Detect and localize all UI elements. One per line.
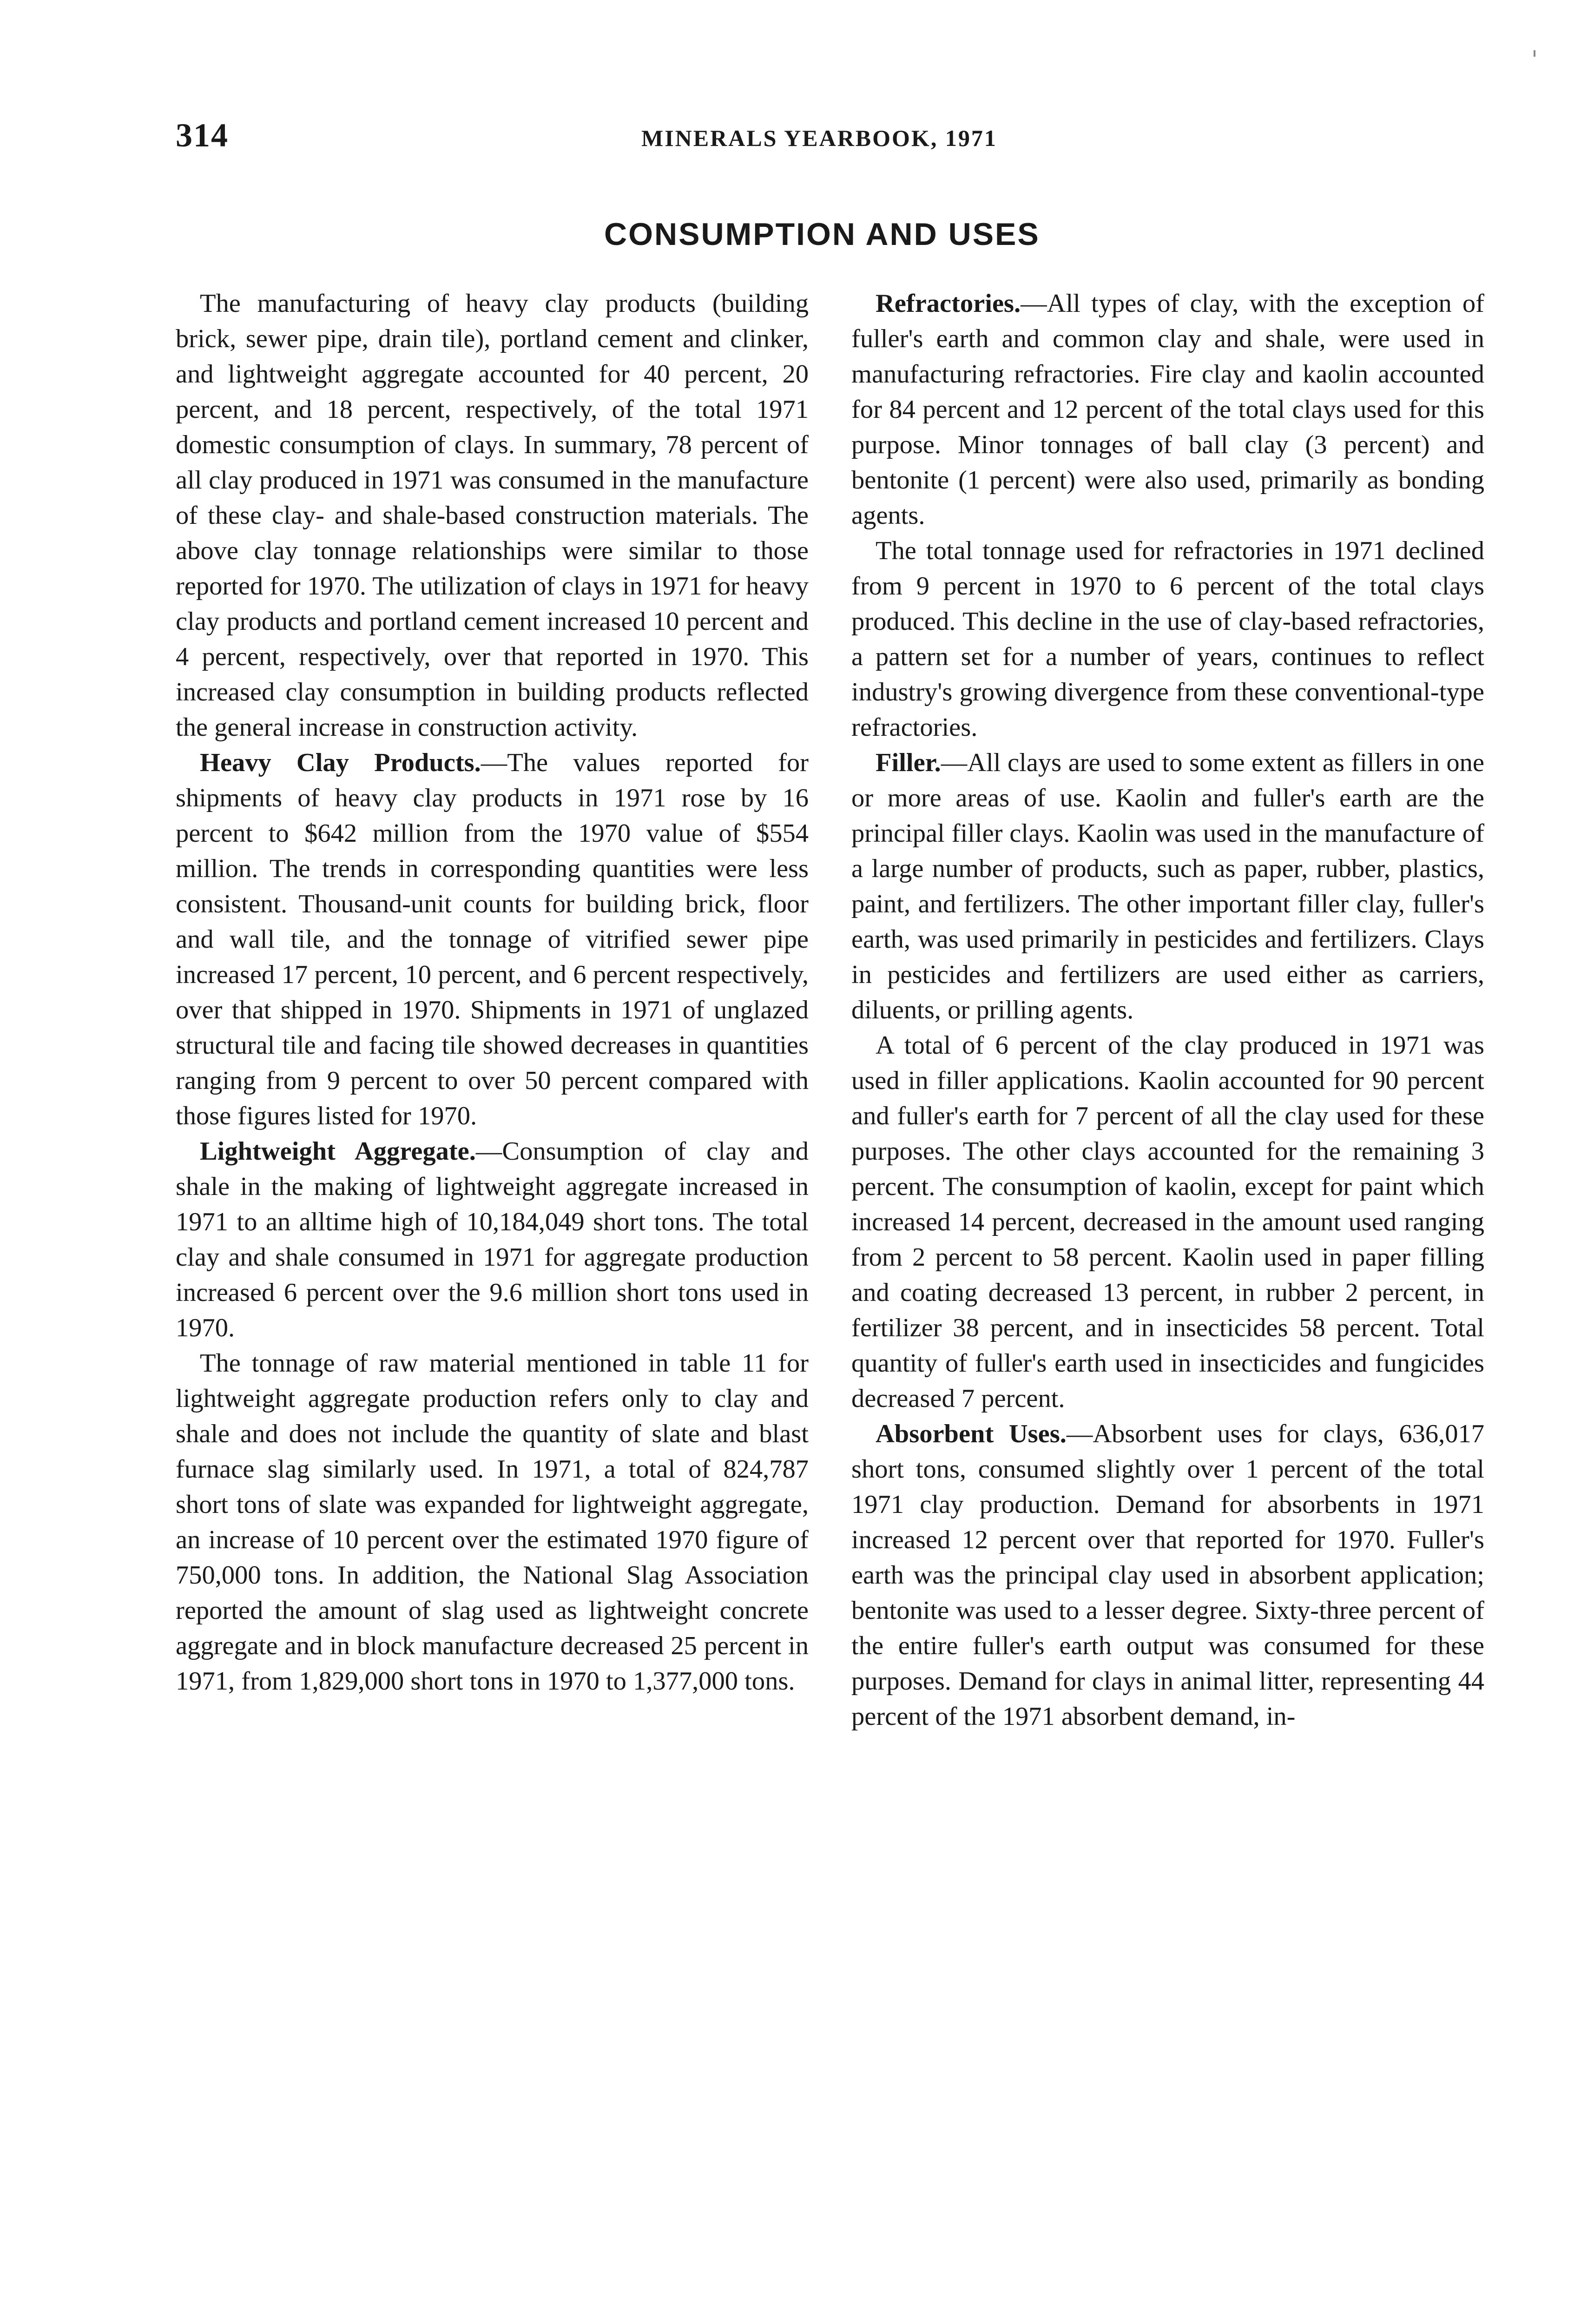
paragraph-consumption-overview: The manufacturing of heavy clay products (building brick, sewer pipe, drain tile), portland cement and clinker, and lightweight aggregate accounted for 40 percent, 20 percent, and 18 percent, respectively, of the total 1971 domestic consumption of clays. In summary, 78 percent of all clay produced in 1971 was consumed in the manufacture of these clay- and shale-based construction materials. The above clay tonnage relationships were similar to those reported for 1970. The utilization of clays in 1971 for heavy clay products and portland cement increased 10 percent and 4 percent, respectively, over that reported in 1970. This increased clay consumption in building products reflected the general increase in construction activity.: [176, 289, 809, 742]
run-in-heading-absorbent-uses: Absorbent Uses.: [876, 1419, 1067, 1448]
paragraph-text: —Consumption of clay and shale in the making of lightweight aggregate increased in 1971 to an alltime high of 10,184,049 short tons. The total clay and shale consumed in 1971 for aggregate production increased 6 percent over the 9.6 million short tons used in 1970.: [176, 1137, 809, 1342]
run-in-heading-refractories: Refractories.: [876, 289, 1021, 318]
scan-edge-mark: [1534, 50, 1535, 57]
run-in-heading-lightweight-aggregate: Lightweight Aggregate.: [200, 1137, 476, 1166]
paragraph-heavy-clay-products: [176, 745, 809, 1134]
run-in-heading-filler: Filler.: [876, 748, 941, 777]
paragraph-filler-totals: A total of 6 percent of the clay produced in 1971 was used in filler applications. Kaolin accounted for 90 percent and fuller's earth for 7 percent of all the clay used for these purposes. The other clays accounted for the remaining 3 percent. The consumption of kaolin, except for paint which increased 14 percent, decreased in the amount used ranging from 2 percent to 58 percent. Kaolin used in paper filling and coating decreased 13 percent, in rubber 2 percent, in fertilizer 38 percent, and in insecticides 58 percent. Total quantity of fuller's earth used in insecticides and fungicides decreased 7 percent.: [851, 1031, 1484, 1413]
paragraph-lightweight-aggregate: [176, 1134, 809, 1346]
paragraph-refractories-decline: The total tonnage used for refractories in 1971 declined from 9 percent in 1970 to 6 percent of the total clays produced. This decline in the use of clay-based refractories, a pattern set for a number of years, continues to reflect industry's growing divergence from these conventional-type refractories.: [851, 536, 1484, 742]
left-column: [176, 286, 809, 1699]
running-head: MINERALS YEARBOOK, 1971: [641, 125, 997, 151]
section-title: CONSUMPTION AND USES: [604, 217, 1040, 252]
paragraph-refractories: [851, 286, 1484, 533]
page-number: 314: [176, 117, 229, 154]
paragraph-text: —All clays are used to some extent as fillers in one or more areas of use. Kaolin and fuller's earth are the principal filler clays. Kaolin was used in the manufacture of a large number of products, such as paper, rubber, plastics, paint, and fertilizers. The other important filler clay, fuller's earth, was used primarily in pesticides and fertilizers. Clays in pesticides and fertilizers are used either as carriers, diluents, or prilling agents.: [851, 748, 1484, 1024]
paragraph-slate-and-slag: The tonnage of raw material mentioned in table 11 for lightweight aggregate production refers only to clay and shale and does not include the quantity of slate and blast furnace slag similarly used. In 1971, a total of 824,787 short tons of slate was expanded for lightweight aggregate, an increase of 10 percent over the estimated 1970 figure of 750,000 tons. In addition, the National Slag Association reported the amount of slag used as lightweight concrete aggregate and in block manufacture decreased 25 percent in 1971, from 1,829,000 short tons in 1970 to 1,377,000 tons.: [176, 1349, 809, 1696]
paragraph-absorbent-uses: [851, 1416, 1484, 1734]
paragraph-text: —Absorbent uses for clays, 636,017 short tons, consumed slightly over 1 percent of the total 1971 clay production. Demand for absorbents in 1971 increased 12 percent over that reported for 1970. Fuller's earth was the principal clay used in absorbent application; bentonite was used to a lesser degree. Sixty-three percent of the entire fuller's earth output was consumed for these purposes. Demand for clays in animal litter, representing 44 percent of the 1971 absorbent demand, in-: [851, 1419, 1484, 1731]
paragraph-text: —The values reported for shipments of heavy clay products in 1971 rose by 16 percent to $642 million from the 1970 value of $554 million. The trends in corresponding quantities were less consistent. Thousand-unit counts for building brick, floor and wall tile, and the tonnage of vitrified sewer pipe increased 17 percent, 10 percent, and 6 percent respectively, over that shipped in 1970. Shipments in 1971 of unglazed structural tile and facing tile showed decreases in quantities ranging from 9 percent to over 50 percent compared with those figures listed for 1970.: [176, 748, 809, 1130]
run-in-heading-heavy-clay: Heavy Clay Products.: [200, 748, 481, 777]
right-column: [851, 286, 1484, 1734]
paragraph-filler: [851, 745, 1484, 1028]
paragraph-text: —All types of clay, with the exception of fuller's earth and common clay and shale, were used in manufacturing refractories. Fire clay and kaolin accounted for 84 percent and 12 percent of the total clays used for this purpose. Minor tonnages of ball clay (3 percent) and bentonite (1 percent) were also used, primarily as bonding agents.: [851, 289, 1484, 530]
